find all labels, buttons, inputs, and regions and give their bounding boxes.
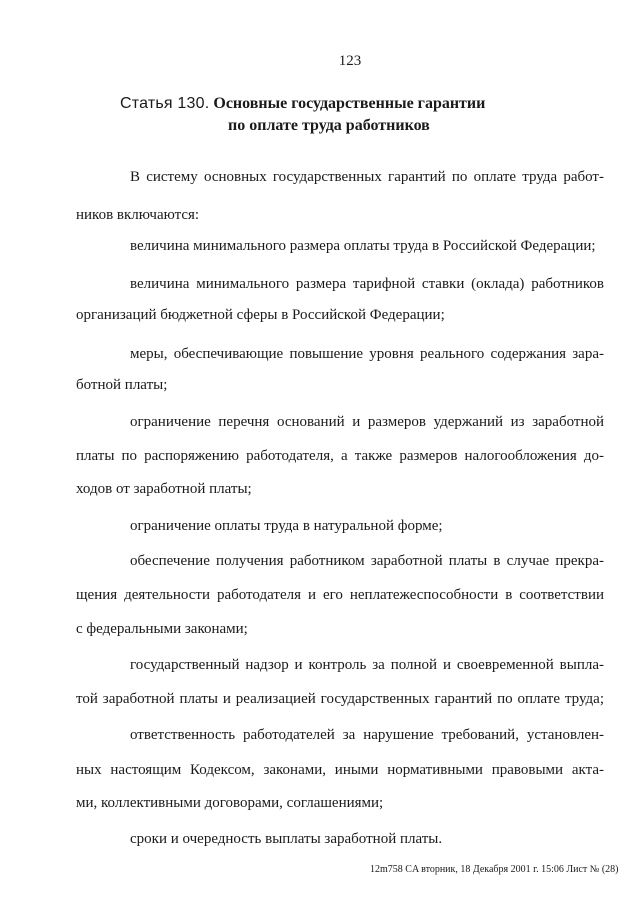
body-line: организаций бюджетной сферы в Российской Федерации; [76, 307, 445, 323]
body-line: ограничение оплаты труда в натуральной форме; [130, 518, 443, 534]
body-line: ботной платы; [76, 377, 168, 393]
body-line: обеспечение получения работником заработной платы в случае прекра- [130, 553, 604, 569]
body-line: величина минимального размера оплаты труда в Российской Федерации; [130, 238, 596, 254]
body-line: меры, обеспечивающие повышение уровня реального содержания зара- [130, 346, 604, 362]
body-line: щения деятельности работодателя и его неплатежеспособности в соответствии [76, 587, 604, 603]
body-line: с федеральными законами; [76, 621, 248, 637]
body-line: платы по распоряжению работодателя, а также размеров налогообложения до- [76, 448, 604, 464]
body-line: ограничение перечня оснований и размеров удержаний из заработной [130, 414, 604, 430]
body-line: В систему основных государственных гарантий по оплате труда работ- [130, 169, 604, 185]
body-line: ников включаются: [76, 207, 200, 223]
print-footer: 12m758 CA вторник, 18 Декабря 2001 г. 15:06 Лист № (28) [370, 864, 619, 875]
body-line: той заработной платы и реализацией государственных гарантий по оплате труда; [76, 691, 604, 707]
article-number: Статья 130. [120, 95, 210, 112]
article-title-line-2: по оплате труда работников [228, 117, 430, 134]
body-line: ных настоящим Кодексом, законами, иными нормативными правовыми акта- [76, 762, 604, 778]
body-line: ми, коллективными договорами, соглашениями; [76, 795, 384, 811]
article-heading [120, 93, 620, 137]
article-title-line-1: Основные государственные гарантии [213, 95, 486, 112]
body-line: ответственность работодателей за нарушение требований, установлен- [130, 727, 604, 743]
body-line: государственный надзор и контроль за полной и своевременной выпла- [130, 657, 604, 673]
body-line: ходов от заработной платы; [76, 481, 252, 497]
page-number: 123 [338, 53, 362, 69]
body-line: величина минимального размера тарифной ставки (оклада) работников [130, 276, 604, 292]
body-line: сроки и очередность выплаты заработной платы. [130, 831, 443, 847]
